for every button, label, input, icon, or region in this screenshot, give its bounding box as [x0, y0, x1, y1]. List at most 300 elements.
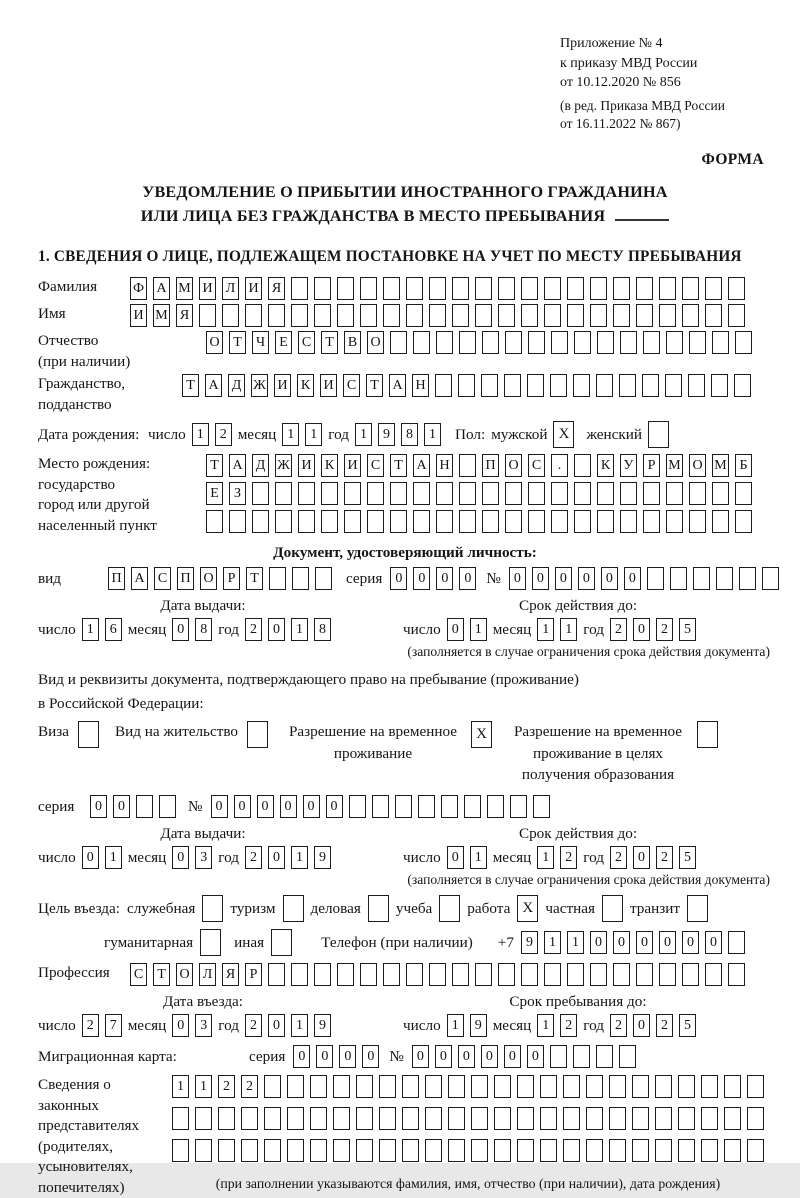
char-cell[interactable]: 0 [90, 795, 107, 818]
char-cell[interactable] [498, 963, 515, 986]
char-cell[interactable] [666, 331, 683, 354]
char-cell[interactable] [349, 795, 366, 818]
char-cell[interactable] [298, 510, 315, 533]
char-cell[interactable]: У [620, 454, 637, 477]
char-cell[interactable]: О [367, 331, 384, 354]
char-cell[interactable] [452, 963, 469, 986]
char-cell[interactable] [287, 1107, 304, 1130]
char-cell[interactable] [688, 374, 705, 397]
char-cell[interactable] [596, 374, 613, 397]
char-cell[interactable] [136, 795, 153, 818]
char-cell[interactable] [590, 277, 607, 300]
char-cell[interactable] [482, 510, 499, 533]
char-cell[interactable]: 0 [339, 1045, 356, 1068]
citizenship-boxes[interactable] [182, 374, 751, 397]
char-cell[interactable] [724, 1075, 741, 1098]
char-cell[interactable]: 1 [537, 618, 554, 641]
identity-valid-year[interactable] [610, 618, 696, 641]
char-cell[interactable] [613, 304, 630, 327]
char-cell[interactable]: Ч [252, 331, 269, 354]
char-cell[interactable]: К [297, 374, 314, 397]
char-cell[interactable] [678, 1107, 695, 1130]
char-cell[interactable] [655, 1139, 672, 1162]
char-cell[interactable]: А [229, 454, 246, 477]
char-cell[interactable]: 0 [303, 795, 320, 818]
char-cell[interactable] [218, 1139, 235, 1162]
char-cell[interactable] [642, 374, 659, 397]
identity-valid-month[interactable] [537, 618, 577, 641]
char-cell[interactable] [458, 374, 475, 397]
char-cell[interactable] [643, 510, 660, 533]
purpose-humanitarian-checkbox[interactable] [200, 929, 221, 956]
char-cell[interactable] [540, 1075, 557, 1098]
char-cell[interactable]: 1 [424, 423, 441, 446]
birth-place-row-1[interactable] [206, 454, 752, 477]
char-cell[interactable] [269, 567, 286, 590]
char-cell[interactable]: М [712, 454, 729, 477]
stay-doc-valid-day[interactable] [447, 846, 487, 869]
char-cell[interactable] [550, 374, 567, 397]
char-cell[interactable]: Т [366, 374, 383, 397]
char-cell[interactable]: 1 [470, 618, 487, 641]
char-cell[interactable] [724, 1139, 741, 1162]
char-cell[interactable] [597, 510, 614, 533]
char-cell[interactable] [298, 482, 315, 505]
char-cell[interactable] [597, 482, 614, 505]
char-cell[interactable] [436, 510, 453, 533]
char-cell[interactable]: 1 [291, 618, 308, 641]
char-cell[interactable] [551, 331, 568, 354]
char-cell[interactable] [494, 1139, 511, 1162]
char-cell[interactable]: 2 [656, 846, 673, 869]
char-cell[interactable] [567, 963, 584, 986]
char-cell[interactable] [159, 795, 176, 818]
representatives-row-1[interactable] [172, 1075, 764, 1098]
char-cell[interactable] [494, 1075, 511, 1098]
char-cell[interactable]: . [551, 454, 568, 477]
char-cell[interactable] [315, 567, 332, 590]
char-cell[interactable]: 0 [624, 567, 641, 590]
char-cell[interactable] [310, 1139, 327, 1162]
char-cell[interactable] [666, 482, 683, 505]
purpose-study-checkbox[interactable] [439, 895, 460, 922]
char-cell[interactable]: 9 [470, 1014, 487, 1037]
char-cell[interactable] [252, 482, 269, 505]
purpose-tourism-checkbox[interactable] [283, 895, 304, 922]
char-cell[interactable] [689, 331, 706, 354]
char-cell[interactable]: Д [252, 454, 269, 477]
char-cell[interactable] [360, 963, 377, 986]
char-cell[interactable] [544, 304, 561, 327]
char-cell[interactable] [356, 1107, 373, 1130]
char-cell[interactable]: 2 [656, 618, 673, 641]
char-cell[interactable] [521, 277, 538, 300]
stay-until-month[interactable] [537, 1014, 577, 1037]
char-cell[interactable]: В [344, 331, 361, 354]
char-cell[interactable] [245, 304, 262, 327]
char-cell[interactable]: Д [228, 374, 245, 397]
char-cell[interactable] [632, 1107, 649, 1130]
char-cell[interactable]: 1 [291, 846, 308, 869]
char-cell[interactable]: Л [199, 963, 216, 986]
char-cell[interactable] [475, 963, 492, 986]
char-cell[interactable]: 0 [590, 931, 607, 954]
char-cell[interactable] [452, 304, 469, 327]
char-cell[interactable] [517, 1139, 534, 1162]
char-cell[interactable] [291, 304, 308, 327]
char-cell[interactable]: 0 [268, 846, 285, 869]
char-cell[interactable] [734, 374, 751, 397]
char-cell[interactable]: 9 [314, 1014, 331, 1037]
char-cell[interactable] [528, 510, 545, 533]
char-cell[interactable] [596, 1045, 613, 1068]
residence-permit-checkbox[interactable] [247, 721, 268, 748]
char-cell[interactable] [735, 331, 752, 354]
char-cell[interactable] [728, 931, 745, 954]
char-cell[interactable] [475, 277, 492, 300]
surname-boxes[interactable] [130, 277, 745, 300]
char-cell[interactable]: К [597, 454, 614, 477]
char-cell[interactable]: 5 [679, 1014, 696, 1037]
purpose-other-checkbox[interactable] [271, 929, 292, 956]
char-cell[interactable] [550, 1045, 567, 1068]
char-cell[interactable] [314, 963, 331, 986]
char-cell[interactable]: 0 [413, 567, 430, 590]
char-cell[interactable]: 1 [447, 1014, 464, 1037]
char-cell[interactable]: 5 [679, 846, 696, 869]
char-cell[interactable]: 0 [504, 1045, 521, 1068]
char-cell[interactable]: Т [390, 454, 407, 477]
stay-doc-series-boxes[interactable] [90, 795, 176, 818]
char-cell[interactable]: 0 [172, 846, 189, 869]
char-cell[interactable] [521, 963, 538, 986]
stay-doc-issue-year[interactable] [245, 846, 331, 869]
char-cell[interactable] [425, 1139, 442, 1162]
char-cell[interactable]: Т [182, 374, 199, 397]
char-cell[interactable] [448, 1139, 465, 1162]
char-cell[interactable]: О [206, 331, 223, 354]
char-cell[interactable] [275, 482, 292, 505]
char-cell[interactable] [356, 1075, 373, 1098]
char-cell[interactable] [418, 795, 435, 818]
char-cell[interactable] [459, 454, 476, 477]
char-cell[interactable] [264, 1107, 281, 1130]
given-name-boxes[interactable] [130, 304, 745, 327]
char-cell[interactable] [229, 510, 246, 533]
patronymic-boxes[interactable] [206, 331, 752, 354]
char-cell[interactable] [482, 482, 499, 505]
char-cell[interactable] [505, 331, 522, 354]
char-cell[interactable]: 2 [215, 423, 232, 446]
char-cell[interactable]: 2 [245, 846, 262, 869]
char-cell[interactable] [390, 331, 407, 354]
identity-valid-day[interactable] [447, 618, 487, 641]
char-cell[interactable] [590, 963, 607, 986]
char-cell[interactable]: Я [222, 963, 239, 986]
char-cell[interactable] [172, 1107, 189, 1130]
char-cell[interactable] [647, 567, 664, 590]
char-cell[interactable]: Е [206, 482, 223, 505]
migration-number-boxes[interactable] [412, 1045, 636, 1068]
char-cell[interactable] [429, 963, 446, 986]
char-cell[interactable] [383, 963, 400, 986]
char-cell[interactable] [222, 304, 239, 327]
char-cell[interactable]: Я [268, 277, 285, 300]
char-cell[interactable] [517, 1107, 534, 1130]
char-cell[interactable]: 1 [105, 846, 122, 869]
char-cell[interactable]: 0 [447, 846, 464, 869]
char-cell[interactable]: 0 [705, 931, 722, 954]
char-cell[interactable]: 0 [268, 1014, 285, 1037]
char-cell[interactable] [413, 482, 430, 505]
char-cell[interactable] [705, 277, 722, 300]
char-cell[interactable]: 0 [633, 618, 650, 641]
char-cell[interactable]: С [528, 454, 545, 477]
char-cell[interactable]: 0 [633, 1014, 650, 1037]
char-cell[interactable] [705, 963, 722, 986]
char-cell[interactable] [435, 374, 452, 397]
representatives-row-3[interactable] [172, 1139, 764, 1162]
char-cell[interactable]: О [176, 963, 193, 986]
char-cell[interactable]: А [205, 374, 222, 397]
char-cell[interactable] [287, 1075, 304, 1098]
char-cell[interactable] [390, 510, 407, 533]
char-cell[interactable] [590, 304, 607, 327]
char-cell[interactable]: 1 [282, 423, 299, 446]
char-cell[interactable]: 8 [401, 423, 418, 446]
char-cell[interactable] [406, 304, 423, 327]
char-cell[interactable] [360, 304, 377, 327]
char-cell[interactable] [619, 374, 636, 397]
char-cell[interactable]: Н [412, 374, 429, 397]
char-cell[interactable] [693, 567, 710, 590]
char-cell[interactable]: 0 [172, 618, 189, 641]
char-cell[interactable]: Л [222, 277, 239, 300]
char-cell[interactable]: 1 [172, 1075, 189, 1098]
char-cell[interactable] [563, 1139, 580, 1162]
representatives-row-2[interactable] [172, 1107, 764, 1130]
char-cell[interactable] [498, 277, 515, 300]
char-cell[interactable] [510, 795, 527, 818]
char-cell[interactable]: 0 [613, 931, 630, 954]
stay-doc-valid-year[interactable] [610, 846, 696, 869]
stay-until-year[interactable] [610, 1014, 696, 1037]
char-cell[interactable] [528, 331, 545, 354]
char-cell[interactable] [609, 1139, 626, 1162]
char-cell[interactable] [406, 963, 423, 986]
char-cell[interactable] [643, 331, 660, 354]
char-cell[interactable]: Т [153, 963, 170, 986]
char-cell[interactable]: 0 [636, 931, 653, 954]
char-cell[interactable] [402, 1075, 419, 1098]
char-cell[interactable] [172, 1139, 189, 1162]
char-cell[interactable]: 2 [610, 1014, 627, 1037]
char-cell[interactable]: Ж [275, 454, 292, 477]
doc-number-boxes[interactable] [509, 567, 779, 590]
char-cell[interactable] [367, 482, 384, 505]
char-cell[interactable] [344, 510, 361, 533]
char-cell[interactable] [682, 277, 699, 300]
char-cell[interactable] [724, 1107, 741, 1130]
char-cell[interactable] [402, 1139, 419, 1162]
char-cell[interactable] [586, 1075, 603, 1098]
char-cell[interactable] [321, 510, 338, 533]
char-cell[interactable]: 2 [218, 1075, 235, 1098]
char-cell[interactable]: 0 [113, 795, 130, 818]
char-cell[interactable] [747, 1075, 764, 1098]
char-cell[interactable]: 0 [82, 846, 99, 869]
char-cell[interactable] [268, 304, 285, 327]
char-cell[interactable] [728, 277, 745, 300]
char-cell[interactable] [670, 567, 687, 590]
char-cell[interactable]: С [367, 454, 384, 477]
identity-issue-day[interactable] [82, 618, 122, 641]
char-cell[interactable]: 1 [537, 846, 554, 869]
char-cell[interactable]: 2 [610, 618, 627, 641]
char-cell[interactable] [528, 482, 545, 505]
char-cell[interactable] [705, 304, 722, 327]
char-cell[interactable] [574, 510, 591, 533]
char-cell[interactable] [716, 567, 733, 590]
char-cell[interactable] [459, 331, 476, 354]
char-cell[interactable] [218, 1107, 235, 1130]
char-cell[interactable] [632, 1139, 649, 1162]
char-cell[interactable]: О [200, 567, 217, 590]
char-cell[interactable]: И [199, 277, 216, 300]
char-cell[interactable]: М [153, 304, 170, 327]
char-cell[interactable]: 0 [293, 1045, 310, 1068]
char-cell[interactable]: К [321, 454, 338, 477]
char-cell[interactable] [762, 567, 779, 590]
char-cell[interactable] [292, 567, 309, 590]
char-cell[interactable]: 7 [105, 1014, 122, 1037]
birth-place-row-3[interactable] [206, 510, 752, 533]
char-cell[interactable]: А [389, 374, 406, 397]
char-cell[interactable] [402, 1107, 419, 1130]
char-cell[interactable]: 1 [291, 1014, 308, 1037]
char-cell[interactable] [620, 482, 637, 505]
char-cell[interactable] [544, 963, 561, 986]
char-cell[interactable]: А [131, 567, 148, 590]
char-cell[interactable]: 0 [435, 1045, 452, 1068]
char-cell[interactable]: 1 [560, 618, 577, 641]
char-cell[interactable] [712, 331, 729, 354]
char-cell[interactable] [436, 331, 453, 354]
stay-doc-issue-month[interactable] [172, 846, 212, 869]
stay-until-day[interactable] [447, 1014, 487, 1037]
char-cell[interactable]: Е [275, 331, 292, 354]
char-cell[interactable]: 6 [105, 618, 122, 641]
char-cell[interactable]: 0 [601, 567, 618, 590]
char-cell[interactable] [665, 374, 682, 397]
temp-residence-checkbox[interactable]: X [471, 721, 492, 748]
char-cell[interactable] [636, 963, 653, 986]
char-cell[interactable]: 1 [192, 423, 209, 446]
char-cell[interactable] [682, 963, 699, 986]
char-cell[interactable]: И [298, 454, 315, 477]
purpose-official-checkbox[interactable] [202, 895, 223, 922]
stay-doc-number-boxes[interactable] [211, 795, 550, 818]
char-cell[interactable] [613, 963, 630, 986]
char-cell[interactable]: 0 [659, 931, 676, 954]
char-cell[interactable] [712, 510, 729, 533]
temp-residence-education-checkbox[interactable] [697, 721, 718, 748]
char-cell[interactable] [268, 963, 285, 986]
char-cell[interactable] [241, 1139, 258, 1162]
char-cell[interactable] [517, 1075, 534, 1098]
char-cell[interactable] [586, 1107, 603, 1130]
char-cell[interactable] [533, 795, 550, 818]
char-cell[interactable] [574, 454, 591, 477]
char-cell[interactable] [636, 304, 653, 327]
char-cell[interactable] [655, 1107, 672, 1130]
char-cell[interactable]: З [229, 482, 246, 505]
char-cell[interactable] [678, 1139, 695, 1162]
char-cell[interactable] [429, 277, 446, 300]
char-cell[interactable]: Т [229, 331, 246, 354]
char-cell[interactable] [264, 1139, 281, 1162]
char-cell[interactable]: 2 [241, 1075, 258, 1098]
char-cell[interactable] [563, 1075, 580, 1098]
char-cell[interactable]: А [413, 454, 430, 477]
char-cell[interactable] [498, 304, 515, 327]
visa-checkbox[interactable] [78, 721, 99, 748]
char-cell[interactable] [735, 482, 752, 505]
char-cell[interactable] [333, 1075, 350, 1098]
char-cell[interactable]: 3 [195, 1014, 212, 1037]
char-cell[interactable] [452, 277, 469, 300]
char-cell[interactable]: 0 [458, 1045, 475, 1068]
char-cell[interactable]: 9 [521, 931, 538, 954]
char-cell[interactable]: С [343, 374, 360, 397]
char-cell[interactable] [471, 1075, 488, 1098]
char-cell[interactable] [739, 567, 756, 590]
char-cell[interactable]: 2 [560, 1014, 577, 1037]
char-cell[interactable]: Я [176, 304, 193, 327]
char-cell[interactable] [504, 374, 521, 397]
char-cell[interactable] [310, 1075, 327, 1098]
birth-year-boxes[interactable] [355, 423, 441, 446]
char-cell[interactable]: 0 [509, 567, 526, 590]
char-cell[interactable] [429, 304, 446, 327]
entry-year[interactable] [245, 1014, 331, 1037]
char-cell[interactable]: П [108, 567, 125, 590]
char-cell[interactable] [540, 1107, 557, 1130]
char-cell[interactable]: 2 [560, 846, 577, 869]
entry-month[interactable] [172, 1014, 212, 1037]
char-cell[interactable]: 1 [82, 618, 99, 641]
birth-place-row-2[interactable] [206, 482, 752, 505]
char-cell[interactable] [372, 795, 389, 818]
char-cell[interactable]: 0 [268, 618, 285, 641]
char-cell[interactable] [609, 1107, 626, 1130]
char-cell[interactable] [747, 1107, 764, 1130]
char-cell[interactable] [701, 1139, 718, 1162]
char-cell[interactable]: И [130, 304, 147, 327]
purpose-business-checkbox[interactable] [368, 895, 389, 922]
char-cell[interactable]: Р [245, 963, 262, 986]
char-cell[interactable]: 0 [578, 567, 595, 590]
sex-female-checkbox[interactable] [648, 421, 669, 448]
char-cell[interactable]: 9 [314, 846, 331, 869]
char-cell[interactable] [659, 963, 676, 986]
char-cell[interactable] [383, 277, 400, 300]
char-cell[interactable] [701, 1107, 718, 1130]
char-cell[interactable]: 0 [682, 931, 699, 954]
char-cell[interactable] [574, 482, 591, 505]
char-cell[interactable] [586, 1139, 603, 1162]
char-cell[interactable]: 1 [470, 846, 487, 869]
